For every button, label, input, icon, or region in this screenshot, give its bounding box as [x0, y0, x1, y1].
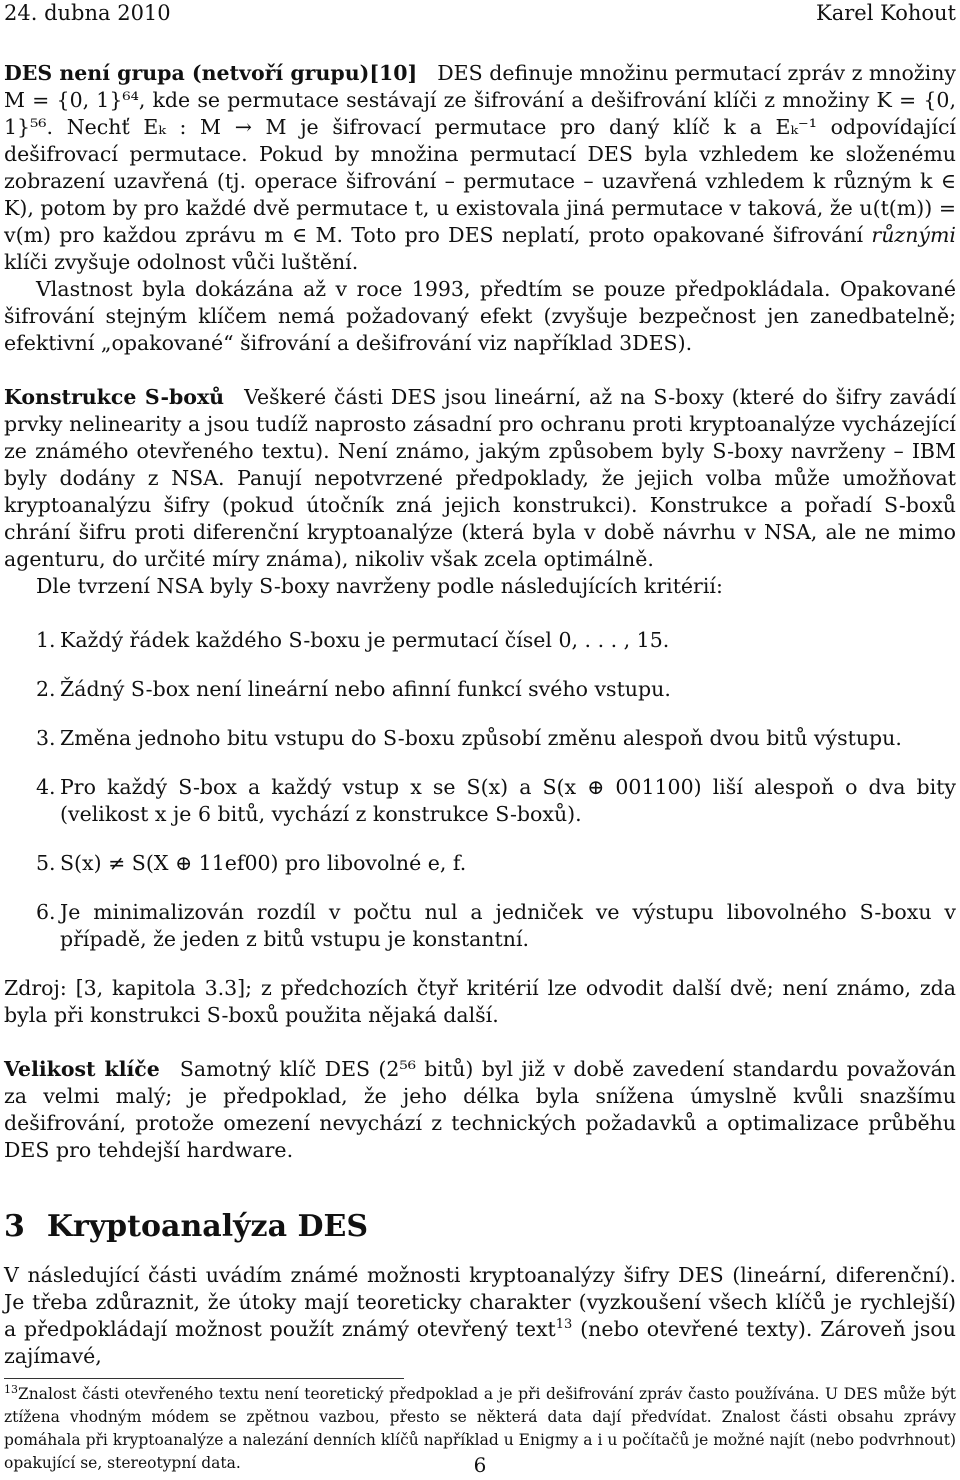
list-item	[4, 774, 956, 828]
paragraph-text-end: (nebo otevřené texty). Zároveň jsou zajímavé,	[4, 1317, 956, 1368]
list-number: 1.	[36, 628, 56, 652]
list-text: Pro každý S-box a každý vstup x se S(x) a S(x ⊕ 001100) liší alespoň o dva bity (velikost x je 6 bitů, vychází z konstrukce S-boxů).	[60, 775, 956, 826]
paragraph-text: V následující části uvádím známé možnosti kryptoanalýzy šifry DES (lineární, diferenční). Je třeba zdůraznit, že útoky mají teoreticky charakter (vyzkoušení všech klíčů je rychlejší) a předpokládají možnost použít známý otevřený text	[4, 1263, 956, 1341]
list-text: Žádný S-box není lineární nebo afinní funkcí svého vstupu.	[60, 677, 671, 701]
paragraph-text: Veškeré části DES jsou lineární, až na S-boxy (které do šifry zavádí prvky nelinearity a jsou tudíž naprosto zásadní pro ochranu proti kryptoanalýze vycházející ze známého otevřeného textu). Není známo, jakým způsobem byly S-boxy navrženy – IBM byly dodány z NSA. Panují nepotvrzené předpoklady, že jejich volba může umožňovat kryptoanalýzu šifry (pokud útočník zná jejich konstrukci). Konstrukce a pořadí S-boxů chrání šifru proti diferenční kryptoanalýze (která byla v době návrhu v NSA, ale ne mimo agenturu, do určité míry známa), nikoliv však zcela optimálně.	[4, 385, 956, 571]
list-item	[4, 725, 956, 752]
paragraph-text: Samotný klíč DES (2⁵⁶ bitů) byl již v době zavedení standardu považován za velmi malý; je předpoklad, že jeho délka byla snížena úmyslně kvůli snazšímu dešifrování, protože omezení nevychází z technických požadavků a optimalizace průběhu DES pro tehdejší hardware.	[4, 1057, 956, 1162]
footnote-rule	[4, 1378, 404, 1379]
footnote-reference: 13	[555, 1317, 573, 1333]
section-number: 3	[4, 1209, 25, 1244]
running-header	[4, 0, 956, 28]
section-heading	[4, 1208, 956, 1246]
run-in-heading: Velikost klíče	[4, 1057, 160, 1081]
list-number: 6.	[36, 900, 56, 924]
run-in-heading: Konstrukce S-boxů	[4, 385, 225, 409]
main-text	[4, 60, 956, 1475]
list-text: Každý řádek každého S-boxu je permutací čísel 0, . . . , 15.	[60, 628, 670, 652]
paragraph-cryptanalysis	[4, 1262, 956, 1370]
list-text: S(x) ≠ S(X ⊕ 11ef00) pro libovolné e, f.	[60, 851, 467, 875]
list-item	[4, 627, 956, 654]
paragraph-text: DES definuje množinu permutací zpráv z množiny M = {0, 1}⁶⁴, kde se permutace sestávají ze šifrování a dešifrování klíči z množiny K = {0, 1}⁵⁶. Nechť Eₖ : M → M je šifrovací permutace pro daný klíč k a Eₖ⁻¹ odpovídající dešifrovací permutace. Pokud by množina permutací DES byla vzhledem ke složenému zobrazení uzavřená (tj. operace šifrování – permutace – uzavřená vzhledem k různým k ∈ K), potom by pro každé dvě permutace t, u existovala jiná permutace v taková, že u(t(m)) = v(m) pro každou zprávu m ∈ M. Toto pro DES neplatí, proto opakované šifrování	[4, 61, 957, 247]
paragraph-key-size	[4, 1056, 956, 1164]
list-number: 2.	[36, 677, 56, 701]
paragraph-proof: Vlastnost byla dokázána až v roce 1993, předtím se pouze předpokládala. Opakované šifrování stejným klíčem nemá požadovaný efekt (zvyšuje bezpečnost jen zanedbatelně; efektivní „opakované“ šifrování a dešifrování viz například 3DES).	[4, 277, 956, 355]
list-item	[4, 676, 956, 703]
header-date: 24. dubna 2010	[4, 1, 171, 25]
header-author: Karel Kohout	[816, 1, 956, 25]
run-in-heading: DES není grupa (netvoří grupu)[10]	[4, 61, 418, 85]
footnote-text: Znalost části otevřeného textu není teoretický předpoklad a je při dešifrování zpráv často používána. U DES může být ztížena vhodným módem se zpětnou vazbou, přesto se některá data dají předvídat. Znalost části obsahu zprávy pomáhala při kryptoanalýze a nalezání denních klíčů například u Enigmy a i u počítačů je možné najít (nebo podvrhnout) opakující se, stereotypní data.	[4, 1385, 956, 1472]
list-item	[4, 899, 956, 953]
page-number: 6	[473, 1453, 487, 1477]
paragraph-source: Zdroj: [3, kapitola 3.3]; z předchozích čtyř kritérií lze odvodit další dvě; není známo, zda byla při konstrukci S-boxů použita nějaká další.	[4, 976, 956, 1027]
section-title: Kryptoanalýza DES	[46, 1209, 369, 1244]
list-number: 5.	[36, 851, 56, 875]
list-number: 4.	[36, 775, 56, 799]
emphasis: různými	[871, 223, 956, 247]
list-number: 3.	[36, 726, 56, 750]
paragraph-criteria-intro: Dle tvrzení NSA byly S-boxy navrženy podle následujících kritérií:	[36, 574, 723, 598]
list-item	[4, 850, 956, 877]
criteria-list	[4, 627, 956, 953]
paragraph-sbox	[4, 384, 956, 573]
paragraph-des-group	[4, 60, 956, 276]
footnote-mark: 13	[4, 1382, 18, 1396]
document-page	[4, 0, 956, 1480]
list-text: Je minimalizován rozdíl v počtu nul a jedniček ve výstupu libovolného S-boxu v případě, že jeden z bitů vstupu je konstantní.	[60, 900, 956, 951]
list-text: Změna jednoho bitu vstupu do S-boxu způsobí změnu alespoň dvou bitů výstupu.	[60, 726, 902, 750]
paragraph-text-end: klíči zvyšuje odolnost vůči luštění.	[4, 250, 359, 274]
